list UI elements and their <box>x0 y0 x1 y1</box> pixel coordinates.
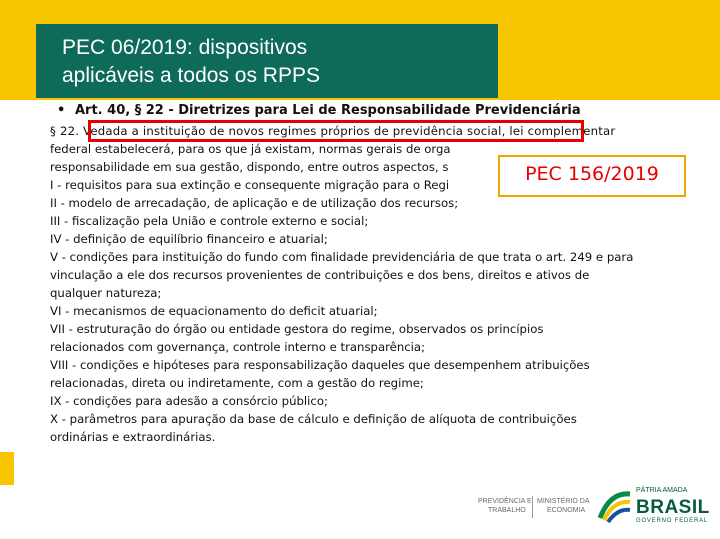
ministry-right-line-2: ECONOMIA <box>547 507 586 514</box>
para-line-7: IV - definição de equilíbrio financeiro e atuarial; <box>50 232 328 246</box>
ministry-divider <box>532 496 533 518</box>
highlight-box <box>88 120 584 142</box>
governo-federal-text: GOVERNO FEDERAL <box>636 518 709 524</box>
para-line-13: relacionados com governança, controle interno e transparência; <box>50 340 426 354</box>
page-title <box>62 34 482 90</box>
callout-text: PEC 156/2019 <box>525 163 659 185</box>
ministry-right-line-1: MINISTÉRIO DA <box>537 498 590 505</box>
title-line-1: PEC 06/2019: dispositivos <box>62 36 308 59</box>
patria-amada-text: PÁTRIA AMADA <box>636 487 688 494</box>
para-line-2: federal estabelecerá, para os que já existam, normas gerais de orga <box>50 142 451 156</box>
bullet-heading <box>57 103 581 118</box>
ministry-left-line-2: TRABALHO <box>488 507 526 514</box>
para-line-1: § 22. Vedada a instituição de novos regimes próprios de previdência social, lei complementar <box>50 124 616 138</box>
para-line-5: II - modelo de arrecadação, de aplicação e de utilização dos recursos; <box>50 196 459 210</box>
para-line-6: III - fiscalização pela União e controle externo e social; <box>50 214 369 228</box>
para-line-4: I - requisitos para sua extinção e consequente migração para o Regi <box>50 178 450 192</box>
para-line-9: vinculação a ele dos recursos provenientes de contribuições e dos bens, direitos e ativos de <box>50 268 590 282</box>
bullet-text: Art. 40, § 22 - Diretrizes para Lei de Responsabilidade Previdenciária <box>75 103 581 118</box>
para-line-15: relacionadas, direta ou indiretamente, com a gestão do regime; <box>50 376 424 390</box>
para-line-17: X - parâmetros para apuração da base de cálculo e definição de alíquota de contribuições <box>50 412 577 426</box>
ministry-left-line-1: PREVIDÊNCIA E <box>478 498 532 505</box>
brasil-text: BRASIL <box>636 497 710 518</box>
brasil-flag-logo-icon <box>596 488 634 524</box>
para-line-3: responsabilidade em sua gestão, dispondo, entre outros aspectos, s <box>50 160 449 174</box>
para-line-11: VI - mecanismos de equacionamento do deficit atuarial; <box>50 304 378 318</box>
para-line-16: IX - condições para adesão a consórcio público; <box>50 394 328 408</box>
para-line-12: VII - estruturação do órgão ou entidade gestora do regime, observados os princípios <box>50 322 544 336</box>
para-line-10: qualquer natureza; <box>50 286 162 300</box>
para-line-14: VIII - condições e hipóteses para responsabilização daqueles que desempenhem atribuições <box>50 358 590 372</box>
para-line-8: V - condições para instituição do fundo com finalidade previdenciária de que trata o art. 249 e para <box>50 250 634 264</box>
title-line-2: aplicáveis a todos os RPPS <box>62 64 320 87</box>
bullet-symbol: • <box>57 103 66 118</box>
para-line-18: ordinárias e extraordinárias. <box>50 430 216 444</box>
